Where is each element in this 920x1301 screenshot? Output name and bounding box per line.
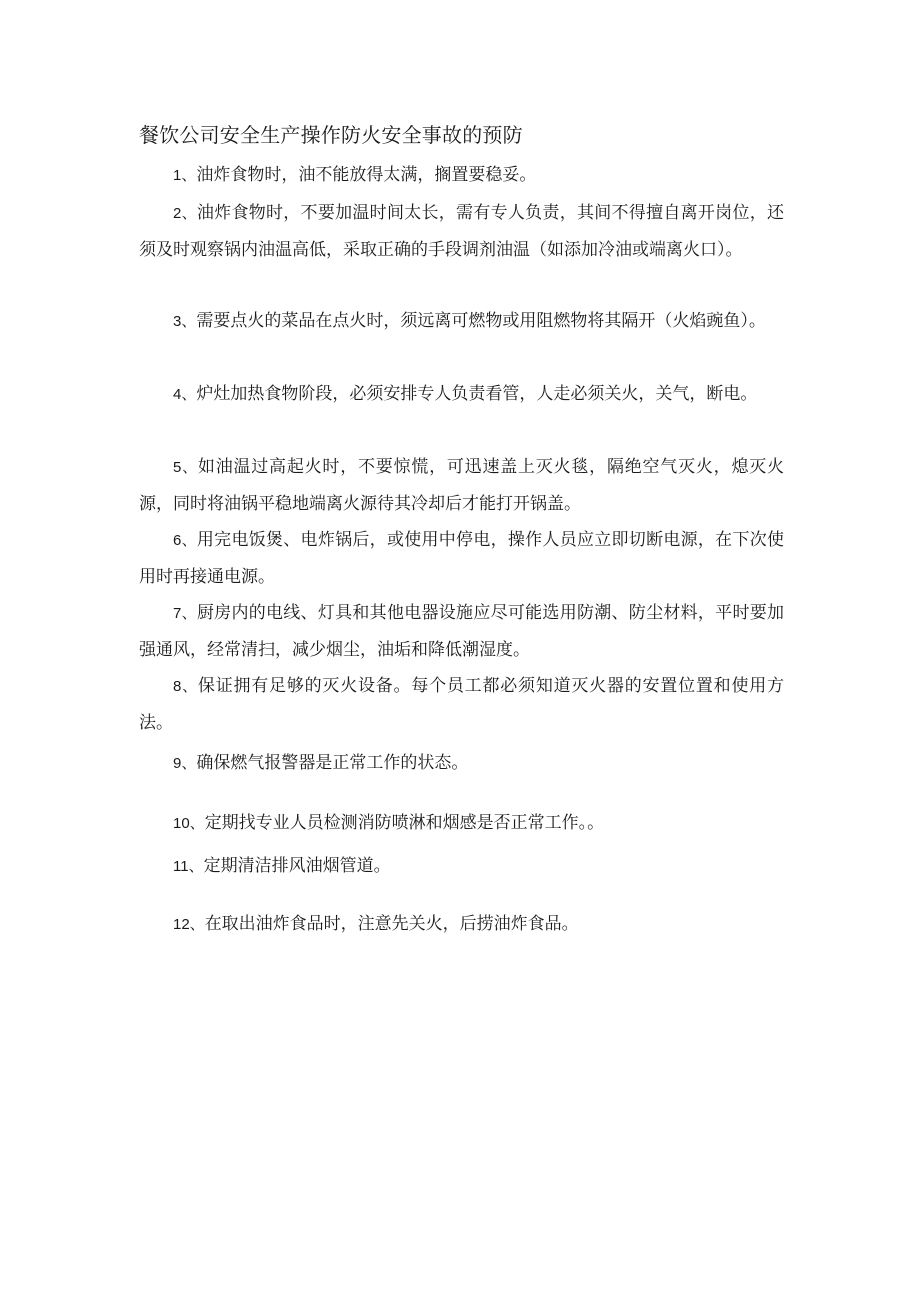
list-item-7: [139, 595, 784, 668]
item-text: 需要点火的菜品在点火时，须远离可燃物或用阻燃物将其隔开（火焰豌鱼）。: [196, 311, 766, 331]
item-number: 6、: [173, 532, 197, 549]
list-item-3: [139, 303, 784, 340]
item-number: 5、: [173, 459, 198, 476]
item-text: 如油温过高起火时，不要惊慌，可迅速盖上灭火毯，隔绝空气灭火，熄灭火源，同时将油锅平稳地端离火源待其冷却后才能打开锅盖。: [139, 457, 785, 514]
list-item-9: [139, 745, 784, 782]
list-item-1: [139, 157, 784, 194]
item-text: 确保燃气报警器是正常工作的状态。: [196, 753, 469, 773]
item-text: 定期找专业人员检测消防喷淋和烟感是否正常工作。。: [204, 813, 605, 833]
list-item-8: [139, 668, 784, 741]
item-text: 油炸食物时，不要加温时间太长，需有专人负责，其间不得擅自离开岗位，还须及时观察锅内油温高低，采取正确的手段调剂油温（如添加冷油或端离火口）。: [139, 203, 785, 260]
list-item-5: [139, 449, 784, 522]
item-number: 1、: [173, 167, 197, 184]
item-text: 在取出油炸食品时，注意先关火，后捞油炸食品。: [204, 914, 579, 934]
item-text: 保证拥有足够的灭火设备。每个员工都必须知道灭火器的安置位置和使用方法。: [139, 676, 785, 733]
item-text: 炉灶加热食物阶段，必须安排专人负责看管，人走必须关火，关气，断电。: [196, 384, 758, 404]
item-number: 10、: [173, 815, 205, 832]
item-number: 4、: [173, 386, 197, 403]
list-item-12: [139, 906, 784, 943]
item-number: 8、: [173, 678, 198, 695]
item-number: 7、: [173, 605, 197, 622]
document-title: 餐饮公司安全生产操作防火安全事故的预防: [139, 123, 523, 147]
list-item-6: [139, 522, 784, 595]
list-item-4: [139, 376, 784, 413]
list-item-10: [139, 805, 784, 842]
item-number: 11、: [173, 858, 204, 875]
item-number: 9、: [173, 755, 197, 772]
item-number: 3、: [173, 313, 197, 330]
item-text: 油炸食物时，油不能放得太满，搁置要稳妥。: [196, 165, 537, 185]
list-item-11: [139, 848, 784, 885]
item-text: 厨房内的电线、灯具和其他电器设施应尽可能选用防潮、防尘材料，平时要加强通风，经常清扫，减少烟尘，油垢和降低潮湿度。: [139, 603, 785, 660]
item-number: 2、: [173, 205, 197, 222]
item-number: 12、: [173, 916, 205, 933]
list-item-2: [139, 195, 784, 268]
item-text: 定期清洁排风油烟管道。: [203, 856, 391, 876]
item-text: 用完电饭煲、电炸锅后，或使用中停电，操作人员应立即切断电源，在下次使用时再接通电源。: [139, 530, 785, 587]
